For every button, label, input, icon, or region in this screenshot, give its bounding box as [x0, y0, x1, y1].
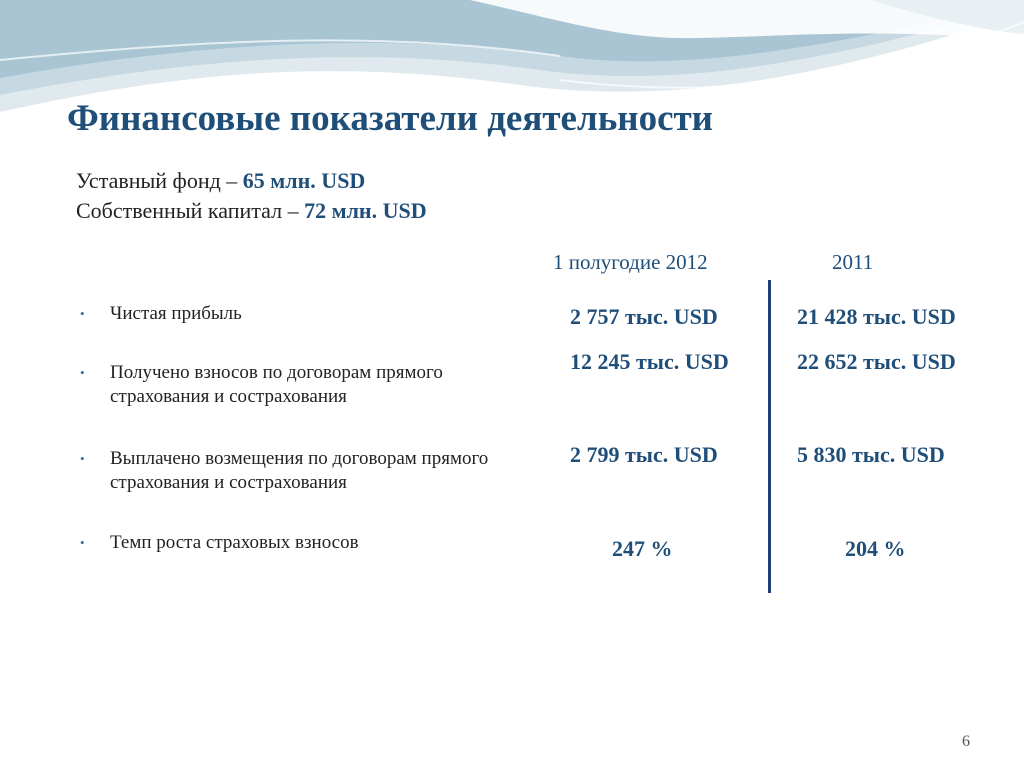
bullet-icon: •: [80, 306, 85, 321]
bullet-icon: •: [80, 365, 85, 380]
premiums-received-2012-value: 12 245 тыс. USD: [570, 349, 729, 374]
charter-fund-line: [76, 166, 427, 196]
indicator-label: Темп роста страховых взносов: [110, 532, 359, 553]
net-profit-2011-value: 21 428 тыс. USD: [797, 304, 956, 329]
equity-capital-label: Собственный капитал –: [76, 198, 305, 223]
intro-block: [76, 166, 427, 226]
claims-paid-2011-value: 5 830 тыс. USD: [797, 442, 945, 467]
column-header-2011: 2011: [832, 250, 874, 274]
column-divider: [768, 280, 771, 593]
charter-fund-label: Уставный фонд –: [76, 168, 243, 193]
premiums-received-2011-value: 22 652 тыс. USD: [797, 349, 956, 374]
indicator-label: Получено взносов по договорам прямого страхования и сострахования: [110, 362, 443, 407]
claims-paid-2012-value: 2 799 тыс. USD: [570, 442, 718, 467]
indicator-label: Выплачено возмещения по договорам прямого страхования и сострахования: [110, 448, 489, 493]
growth-rate-2012-value: 247 %: [612, 536, 673, 561]
net-profit-2012-value: 2 757 тыс. USD: [570, 304, 718, 329]
slide-title: Финансовые показатели деятельности: [67, 98, 714, 139]
page-number: 6: [962, 733, 970, 750]
equity-capital-value: 72 млн. USD: [304, 198, 427, 223]
growth-rate-2011-value: 204 %: [845, 536, 906, 561]
bullet-icon: •: [80, 535, 85, 550]
equity-capital-line: [76, 196, 427, 226]
indicator-label: Чистая прибыль: [110, 303, 242, 324]
column-header-2012-h1: 1 полугодие 2012: [553, 250, 708, 274]
bullet-icon: •: [80, 451, 85, 466]
charter-fund-value: 65 млн. USD: [242, 168, 366, 193]
